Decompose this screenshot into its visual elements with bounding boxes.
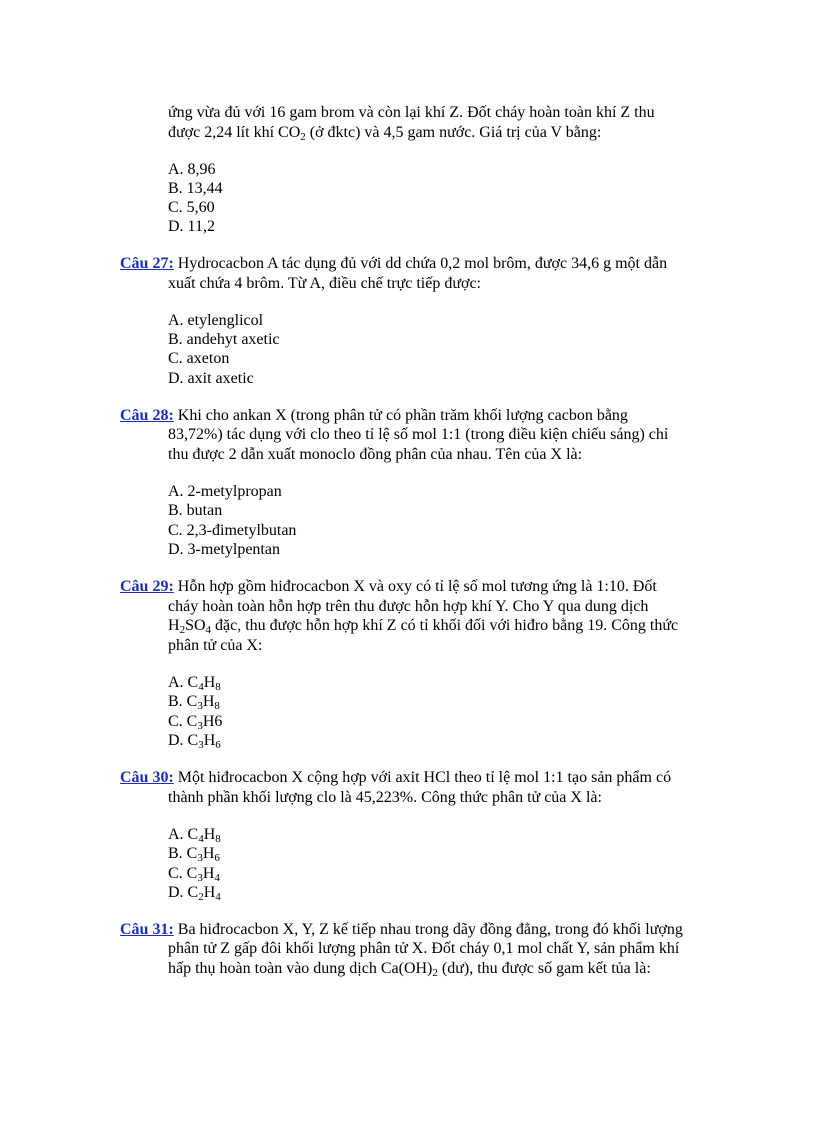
q26-text-line-2: được 2,24 lít khí $CO_2$ (ở đktc) và 4,5 gam nước. Giá trị của V bằng: <box>168 124 602 143</box>
q26-option-c: C. 5,60 <box>168 199 215 216</box>
q30-option-c: C. $C_3H_4$ <box>168 865 220 884</box>
q26-option-b: B. 13,44 <box>168 180 223 197</box>
q28-first-line: Câu 28: Khi cho ankan X (trong phân tử có phần trăm khối lượng cacbon bằng <box>120 407 628 424</box>
q27-text-line-2: xuất chứa 4 brôm. Từ A, điều chế trực tiếp được: <box>168 275 481 292</box>
q30-label-link[interactable]: Câu 30: <box>120 769 174 786</box>
q31-first-line: Câu 31: Ba hiđrocacbon X, Y, Z kế tiếp nhau trong dãy đồng đẳng, trong đó khối lượng <box>120 921 683 938</box>
q28-option-c: C. 2,3-đimetylbutan <box>168 522 297 539</box>
q29-option-d: D. $C_3H_6$ <box>168 732 221 751</box>
q27-first-line: Câu 27: Hydrocacbon A tác dụng đủ với dd chứa 0,2 mol brôm, được 34,6 g một dẫn <box>120 255 668 272</box>
q30-option-b: B. $C_3H_6$ <box>168 845 220 864</box>
q29-text-line-4: phân tử của X: <box>168 637 263 654</box>
q29-option-a: A. $C_4H_8$ <box>168 674 221 693</box>
q29-text-line-3: $H_2SO_4$ đặc, thu được hỗn hợp khí Z có tỉ khối đối với hiđro bằng 19. Công thức <box>168 617 679 636</box>
q30-text-line-2: thành phần khối lượng clo là 45,223%. Công thức phân tử của X là: <box>168 789 602 806</box>
q31-text-line-2: phân tử Z gấp đôi khối lượng phân tử X. Đốt cháy 0,1 mol chất Y, sản phẩm khí <box>168 940 680 957</box>
q27-option-b: B. andehyt axetic <box>168 331 280 348</box>
q29-label-link[interactable]: Câu 29: <box>120 578 174 595</box>
q29-option-b: B. $C_3H_8$ <box>168 693 220 712</box>
q27-option-d: D. axit axetic <box>168 370 254 387</box>
q29-first-line: Câu 29: Hỗn hợp gồm hiđrocacbon X và oxy có tỉ lệ số mol tương ứng là 1:10. Đốt <box>120 578 657 595</box>
q31-text-line-3: hấp thụ hoàn toàn vào dung dịch $Ca(OH)_2$ (dư), thu được số gam kết tủa là: <box>168 960 651 979</box>
q28-label-link[interactable]: Câu 28: <box>120 407 174 424</box>
q28-option-b: B. butan <box>168 502 223 519</box>
q26-option-d: D. 11,2 <box>168 218 215 235</box>
q27-option-a: A. etylenglicol <box>168 312 264 329</box>
q26-text-line-1: ứng vừa đủ với 16 gam brom và còn lại khí Z. Đốt cháy hoàn toàn khí Z thu <box>168 104 655 121</box>
q31-label-link[interactable]: Câu 31: <box>120 921 174 938</box>
q26-option-a: A. 8,96 <box>168 161 216 178</box>
q30-option-a: A. $C_4H_8$ <box>168 826 221 845</box>
q29-option-c: C. $C_3H6$ <box>168 713 223 732</box>
q28-option-d: D. 3-metylpentan <box>168 541 280 558</box>
q30-first-line: Câu 30: Một hiđrocacbon X cộng hợp với axit HCl theo tỉ lệ mol 1:1 tạo sản phẩm có <box>120 769 672 786</box>
q27-label-link[interactable]: Câu 27: <box>120 255 174 272</box>
q28-text-line-3: thu được 2 dẫn xuất monoclo đồng phân của nhau. Tên của X là: <box>168 446 583 463</box>
q29-text-line-2: cháy hoàn toàn hỗn hợp trên thu được hỗn hợp khí Y. Cho Y qua dung dịch <box>168 598 649 615</box>
q28-text-line-2: 83,72%) tác dụng với clo theo tỉ lệ số mol 1:1 (trong điều kiện chiếu sáng) chỉ <box>168 426 669 443</box>
q30-option-d: D. $C_2H_4$ <box>168 884 221 903</box>
q28-option-a: A. 2-metylpropan <box>168 483 282 500</box>
q27-option-c: C. axeton <box>168 350 230 367</box>
